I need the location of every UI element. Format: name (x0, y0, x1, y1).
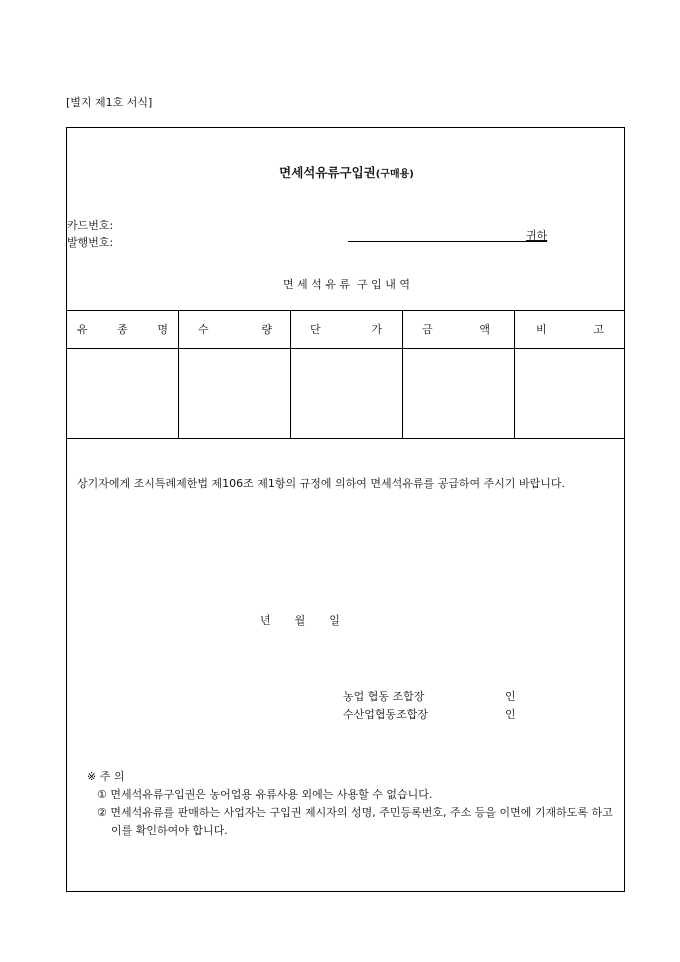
header-char: 액 (479, 323, 490, 336)
note-item: ② 면세석유류를 판매하는 사업자는 구입권 제시자의 성명, 주민등록번호, 주소 등을 이면에 기재하도록 하고 이를 확인하여야 합니다. (97, 806, 613, 837)
purchase-details-title: 면 세 석 유 류 구 입 내 역 (282, 278, 411, 291)
header-quantity (178, 310, 290, 348)
header-char: 명 (157, 323, 168, 336)
header-char: 가 (371, 323, 382, 336)
date-year: 년 (260, 614, 271, 627)
date-month: 월 (294, 614, 306, 627)
recipient-suffix: 귀하 (526, 229, 548, 242)
header-item-name (67, 310, 178, 348)
date-day: 일 (329, 614, 340, 627)
agri-coop-head: 농업 협동 조합장 (343, 690, 425, 703)
issue-number-label: 발행번호: (67, 236, 114, 249)
notes-section (87, 768, 617, 840)
header-char: 유 (77, 323, 88, 336)
header-char: 금 (422, 323, 433, 336)
header-char: 단 (310, 323, 321, 336)
header-char: 수 (198, 323, 209, 336)
table-header-border (67, 348, 624, 349)
form-title (67, 163, 626, 181)
header-remarks (514, 310, 624, 348)
card-number-label: 카드번호: (67, 219, 114, 232)
title-sub: (구매용) (375, 169, 414, 180)
date-row (260, 612, 340, 628)
table-bottom-border (67, 438, 624, 439)
header-unit-price (290, 310, 402, 348)
voucher-form (66, 127, 625, 892)
header-char: 비 (536, 323, 547, 336)
header-char: 고 (593, 323, 604, 336)
title-main: 면세석유류구입권 (279, 165, 376, 180)
fish-coop-seal: 인 (505, 708, 516, 721)
note-item: ① 면세석유류구입권은 농어업용 유류사용 외에는 사용할 수 없습니다. (97, 788, 433, 801)
header-char: 종 (117, 323, 128, 336)
header-amount (402, 310, 514, 348)
request-statement: 상기자에게 조시특례제한법 제106조 제1항의 규정에 의하여 면세석유류를 공급하여 주시기 바랍니다. (77, 477, 565, 490)
fish-coop-head: 수산업협동조합장 (343, 708, 429, 721)
recipient-line (348, 241, 547, 242)
header-char: 량 (261, 323, 272, 336)
form-label: [별지 제1호 서식] (66, 96, 153, 109)
notes-heading: ※ 주 의 (87, 770, 125, 783)
agri-coop-seal: 인 (505, 690, 516, 703)
